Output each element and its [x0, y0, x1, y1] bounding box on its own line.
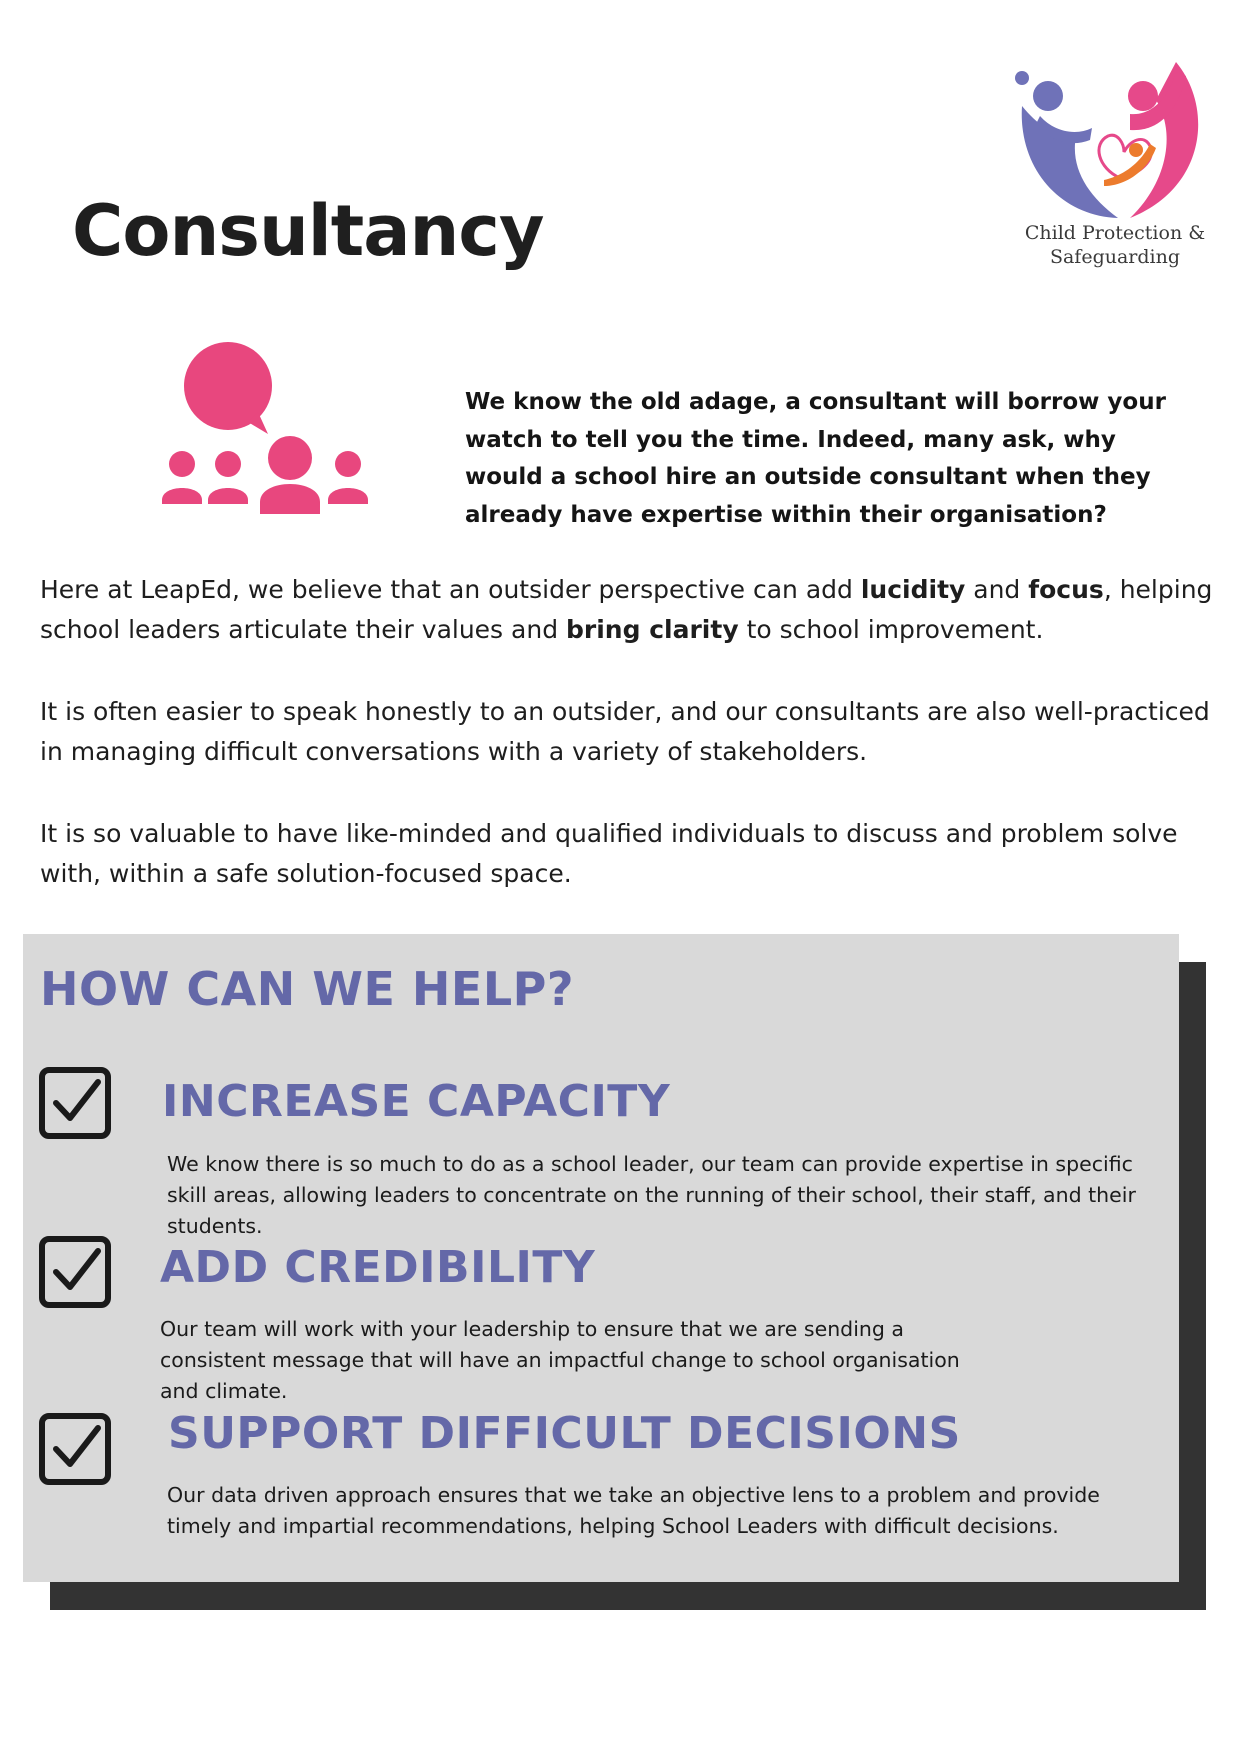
p1-text-d: , helping school leaders articulate their values and [40, 575, 1213, 644]
logo-text-line2: Safeguarding [1049, 246, 1181, 268]
checkbox-checked-icon [38, 1066, 112, 1140]
checkbox-checked-icon [38, 1412, 112, 1486]
paragraph-2: It is often easier to speak honestly to an outsider, and our consultants are also well-practiced in managing difficult conversations with a variety of stakeholders. [40, 697, 1210, 766]
paragraph-3: It is so valuable to have like-minded and qualified individuals to discuss and problem solve with, within a safe solution-focused space. [40, 819, 1178, 888]
p1-bold-focus: focus [1028, 575, 1104, 604]
feature-body-support-difficult-decisions: Our data driven approach ensures that we take an objective lens to a problem and provide timely and impartial recommendations, helping School Leaders with difficult decisions. [167, 1483, 1100, 1538]
feature-body-increase-capacity: We know there is so much to do as a school leader, our team can provide expertise in specific skill areas, allowing leaders to concentrate on the running of their school, their staff, and their students. [167, 1152, 1136, 1238]
p1-text-e: to school improvement. [738, 615, 1044, 644]
logo [1000, 28, 1230, 273]
feature-title-support-difficult-decisions: SUPPORT DIFFICULT DECISIONS [168, 1408, 961, 1459]
p1-bold-clarity: bring clarity [566, 615, 739, 644]
page-title: Consultancy [72, 190, 544, 272]
paragraph-1 [40, 570, 1220, 650]
help-heading: HOW CAN WE HELP? [40, 962, 575, 1016]
feature-title-increase-capacity: INCREASE CAPACITY [162, 1076, 671, 1127]
logo-text-line1: Child Protection & [1024, 222, 1206, 244]
meeting-speech-bubble-icon [160, 342, 370, 517]
intro-text: We know the old adage, a consultant will borrow your watch to tell you the time. Indeed, many ask, why would a school hire an outside consultant when they already have expertise within their organisation? [465, 389, 1166, 528]
p1-text-c: and [965, 575, 1029, 604]
feature-body-add-credibility: Our team will work with your leadership to ensure that we are sending a consistent message that will have an impactful change to school organisation and climate. [160, 1317, 960, 1403]
checkbox-checked-icon [38, 1235, 112, 1309]
p1-text-a: Here at LeapEd, we believe that an outsider perspective can add [40, 575, 861, 604]
logo-figures-icon [1000, 28, 1230, 233]
p1-bold-lucidity: lucidity [860, 575, 966, 604]
feature-title-add-credibility: ADD CREDIBILITY [160, 1242, 596, 1293]
